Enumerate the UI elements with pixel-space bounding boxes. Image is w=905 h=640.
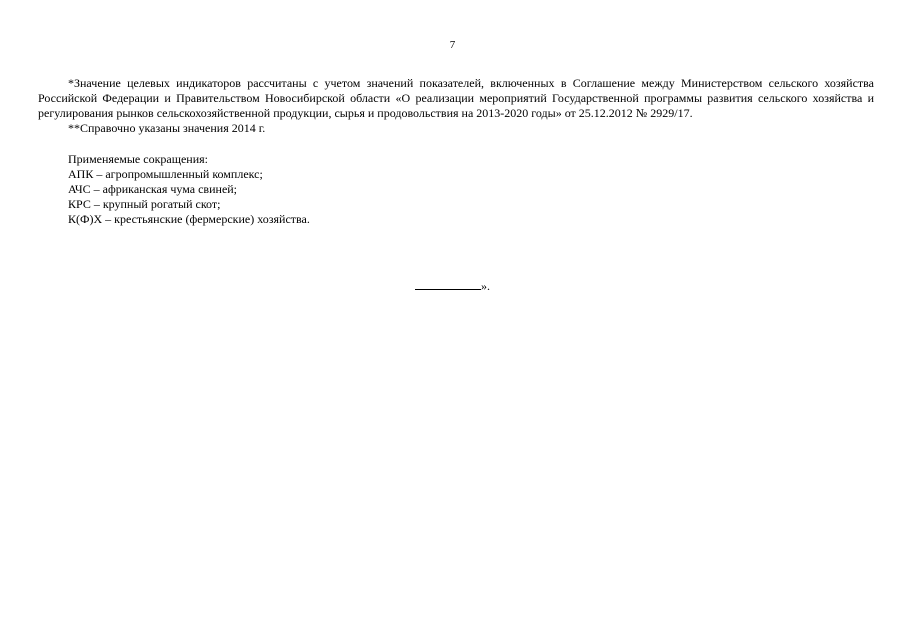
closing-quote: ».	[481, 279, 490, 293]
footnotes	[38, 76, 874, 136]
abbreviations-section	[68, 152, 768, 227]
abbreviation-item: АЧС – африканская чума свиней;	[68, 182, 238, 196]
abbreviation-item: АПК – агропромышленный комплекс;	[68, 167, 263, 181]
abbreviations-list	[68, 167, 768, 227]
abbreviation-item: КРС – крупный рогатый скот;	[68, 197, 221, 211]
footnote-indicators: *Значение целевых индикаторов рассчитаны с учетом значений показателей, включенных в Соглашение между Министерством сельского хозяйства Российской Федерации и Правительством Новосибирской области «О реализации мероприятий Государственной программы развития сельского хозяйства и регулирования рынков сельскохозяйственной продукции, сырья и продовольствия на 2013-2020 годы» от 25.12.2012 № 2929/17.	[38, 76, 874, 120]
closing-underline	[415, 277, 481, 290]
footnote-reference: **Справочно указаны значения 2014 г.	[68, 121, 266, 135]
abbreviation-item: К(Ф)Х – крестьянские (фермерские) хозяйства.	[68, 212, 310, 226]
abbreviations-heading: Применяемые сокращения:	[68, 152, 209, 166]
page-number: 7	[449, 39, 456, 51]
closing-mark	[0, 277, 905, 294]
